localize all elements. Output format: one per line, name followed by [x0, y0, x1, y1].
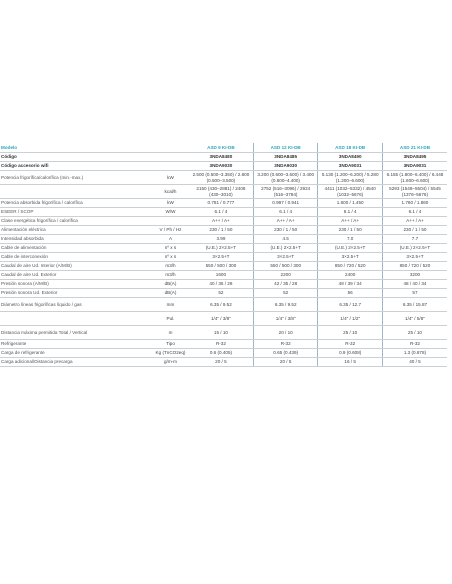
table-row	[0, 326, 447, 340]
table-row	[0, 312, 447, 326]
row-value: 3NDA8480	[189, 153, 254, 162]
row-value: 48 / 39 / 34	[318, 280, 383, 289]
row-label: Clase energética frigorífica / calorífica	[0, 217, 152, 226]
row-value: 20 / 5	[189, 358, 254, 367]
row-unit: mm	[152, 298, 189, 312]
row-value: 42 / 35 / 28	[253, 280, 318, 289]
row-value: 3×2.5+T	[382, 253, 447, 262]
table-row	[0, 262, 447, 271]
row-label: Intensidad absorbida	[0, 235, 152, 244]
row-label: Distancia máxima permitida Total / Vertical	[0, 326, 152, 340]
row-label: Diámetro líneas frigoríficas líquido / gas	[0, 298, 152, 312]
table-row	[0, 271, 447, 280]
table-row	[0, 217, 447, 226]
row-value: (U.E.) 2×2.5+T	[382, 244, 447, 253]
table-row	[0, 244, 447, 253]
row-value: 6.155 (1.800–6.400) / 6.448 (1.600–6.600)	[382, 171, 447, 185]
row-value: 25 / 10	[382, 326, 447, 340]
row-value: 3NDA9031	[318, 162, 383, 171]
row-value: R-32	[253, 340, 318, 349]
row-unit: dB(A)	[152, 289, 189, 298]
row-value: 0.65 (0.439)	[253, 349, 318, 358]
spec-table	[0, 143, 447, 367]
table-row	[0, 289, 447, 298]
row-value: 2752 (516–3096) / 2924 (516–3784)	[253, 185, 318, 199]
row-label: Caudal de aire Ud. Interior (A/M/B)	[0, 262, 152, 271]
row-unit: Kg (TnCO2eq)	[152, 349, 189, 358]
model-name: ASD 12 KI-DB	[253, 143, 318, 153]
row-value: 6.1 / 4	[253, 208, 318, 217]
row-unit: nº x s	[152, 244, 189, 253]
row-value: 2200	[253, 271, 318, 280]
row-label: Potencia absorbida frigorífica / calorífica	[0, 199, 152, 208]
row-value: 6.1 / 4	[318, 208, 383, 217]
table-row	[0, 358, 447, 367]
row-value: 1.3 (0.878)	[382, 349, 447, 358]
row-value: 56	[318, 289, 383, 298]
row-value: 3×2.5+T	[189, 253, 254, 262]
row-value: 2400	[318, 271, 383, 280]
row-value: 25 / 10	[318, 326, 383, 340]
row-value: 230 / 1 / 50	[253, 226, 318, 235]
row-unit: dB(A)	[152, 280, 189, 289]
row-unit: g/m-m	[152, 358, 189, 367]
row-value: 40 / 5	[382, 358, 447, 367]
row-value: 230 / 1 / 50	[382, 226, 447, 235]
row-value: (U.E.) 2×2.5+T	[253, 244, 318, 253]
row-value: 0.997 / 0.941	[253, 199, 318, 208]
table-row	[0, 226, 447, 235]
row-value: 3×2.5+T	[253, 253, 318, 262]
row-value: (U.E.) 2×2.5+T	[318, 244, 383, 253]
row-value: (U.E.) 2×2.5+T	[189, 244, 254, 253]
row-value: 1.760 / 1.860	[382, 199, 447, 208]
row-unit: V / Ph / Hz	[152, 226, 189, 235]
table-row	[0, 340, 447, 349]
row-value: 0.9 (0.608)	[318, 349, 383, 358]
table-row	[0, 349, 447, 358]
row-value: 550 / 500 / 300	[189, 262, 254, 271]
row-value: 6.1 / 4	[189, 208, 254, 217]
row-value: 1/4" / 1/2"	[318, 312, 383, 326]
row-unit	[152, 153, 189, 162]
row-label: Código accesorio wifi	[0, 162, 152, 171]
row-value: 850 / 720 / 520	[318, 262, 383, 271]
row-value: 52	[253, 289, 318, 298]
row-value: R-32	[189, 340, 254, 349]
row-label: Refrigerante	[0, 340, 152, 349]
row-value: 4.5	[253, 235, 318, 244]
table-row	[0, 199, 447, 208]
row-value: 2.500 (0.500–3.350) / 2.800 (0.500–3.500)	[189, 171, 254, 185]
row-label: Presión sonora (A/M/B)	[0, 280, 152, 289]
row-unit: kW	[152, 171, 189, 185]
model-name: ASD 18 KI-DB	[318, 143, 383, 153]
row-unit: Pul.	[152, 312, 189, 326]
row-value: 7.7	[382, 235, 447, 244]
spec-rows	[0, 153, 447, 367]
row-value: A++ / A+	[253, 217, 318, 226]
spec-sheet	[0, 143, 452, 367]
row-value: 3NDA8485	[253, 153, 318, 162]
row-value: 3NDA9030	[189, 162, 254, 171]
row-value: 1600	[189, 271, 254, 280]
table-row	[0, 171, 447, 185]
row-value: A++ / A+	[382, 217, 447, 226]
row-value: 230 / 1 / 50	[318, 226, 383, 235]
row-value: 6.35 / 9.52	[189, 298, 254, 312]
row-value: R-32	[318, 340, 383, 349]
row-value: 5.130 (1.200–6.200) / 5.280 (1.200–6.600)	[318, 171, 383, 185]
table-row	[0, 153, 447, 162]
row-unit: m3/h	[152, 262, 189, 271]
row-unit	[152, 162, 189, 171]
row-value: 3NDA9031	[382, 162, 447, 171]
row-value: 20 / 5	[253, 358, 318, 367]
table-row	[0, 253, 447, 262]
row-value: 5293 (1548–5504) / 5545 (1376–5676)	[382, 185, 447, 199]
row-unit: kcal/h	[152, 185, 189, 199]
row-value: 6.35 / 12.7	[318, 298, 383, 312]
row-value: 1/4" / 3/8"	[189, 312, 254, 326]
model-name: ASD 9 KI-DB	[189, 143, 254, 153]
table-row	[0, 162, 447, 171]
row-value: 6.35 / 15.87	[382, 298, 447, 312]
row-label: Cable de alimentación	[0, 244, 152, 253]
row-unit: nº x s	[152, 253, 189, 262]
row-label	[0, 312, 152, 326]
row-label	[0, 185, 152, 199]
row-label: Cable de interconexión	[0, 253, 152, 262]
row-value: R-32	[382, 340, 447, 349]
table-row	[0, 280, 447, 289]
row-unit: kW	[152, 199, 189, 208]
row-unit: m	[152, 326, 189, 340]
row-value: 3×2.5+T	[318, 253, 383, 262]
row-value: A++ / A+	[318, 217, 383, 226]
header-label: Modelo	[0, 143, 152, 153]
row-label: Carga adicional/Distancia precarga	[0, 358, 152, 367]
row-value: 3NDA8490	[318, 153, 383, 162]
row-value: 15 / 10	[189, 326, 254, 340]
table-row	[0, 235, 447, 244]
row-value: 3.99	[189, 235, 254, 244]
row-label: Código	[0, 153, 152, 162]
row-label: Carga de refrigerante	[0, 349, 152, 358]
row-value: 1/4" / 3/8"	[253, 312, 318, 326]
table-row	[0, 208, 447, 217]
row-value: A++ / A+	[189, 217, 254, 226]
row-value: 40 / 35 / 28	[189, 280, 254, 289]
row-value: 2150 (430–2881) / 2408 (430–3010)	[189, 185, 254, 199]
row-value: 1.600 / 1.450	[318, 199, 383, 208]
row-value: 4411 (1032–5332) / 4540 (1032–5676)	[318, 185, 383, 199]
row-value: 52	[189, 289, 254, 298]
row-value: 20 / 10	[253, 326, 318, 340]
row-label: Potencia frigorífica/calorífica (min.-max.)	[0, 171, 152, 185]
row-unit: A	[152, 235, 189, 244]
row-value: 0.781 / 0.777	[189, 199, 254, 208]
row-value: 0.6 (0.405)	[189, 349, 254, 358]
row-label: Caudal de aire Ud. Exterior	[0, 271, 152, 280]
row-label: ESEER / SCOP	[0, 208, 152, 217]
row-value: 550 / 500 / 300	[253, 262, 318, 271]
row-value: 1/4" / 5/8"	[382, 312, 447, 326]
table-row	[0, 298, 447, 312]
row-value: 3NDA8495	[382, 153, 447, 162]
row-unit: m3/h	[152, 271, 189, 280]
row-value: 3.200 (0.600–3.600) / 3.400 (0.600–4.400)	[253, 171, 318, 185]
row-label: Presión sonora Ud. Exterior	[0, 289, 152, 298]
row-value: 3NDA9030	[253, 162, 318, 171]
row-value: 48 / 40 / 34	[382, 280, 447, 289]
row-value: 57	[382, 289, 447, 298]
row-value: 6.35 / 9.52	[253, 298, 318, 312]
row-value: 850 / 720 / 520	[382, 262, 447, 271]
row-value: 230 / 1 / 50	[189, 226, 254, 235]
row-unit	[152, 217, 189, 226]
row-unit: Tipo	[152, 340, 189, 349]
row-value: 6.1 / 4	[382, 208, 447, 217]
row-value: 3200	[382, 271, 447, 280]
header-row	[0, 143, 447, 153]
model-name: ASD 21 KI-DB	[382, 143, 447, 153]
table-row	[0, 185, 447, 199]
header-unit	[152, 143, 189, 153]
row-label: Alimentación eléctrica	[0, 226, 152, 235]
row-unit: W/W	[152, 208, 189, 217]
row-value: 7.0	[318, 235, 383, 244]
row-value: 16 / 5	[318, 358, 383, 367]
